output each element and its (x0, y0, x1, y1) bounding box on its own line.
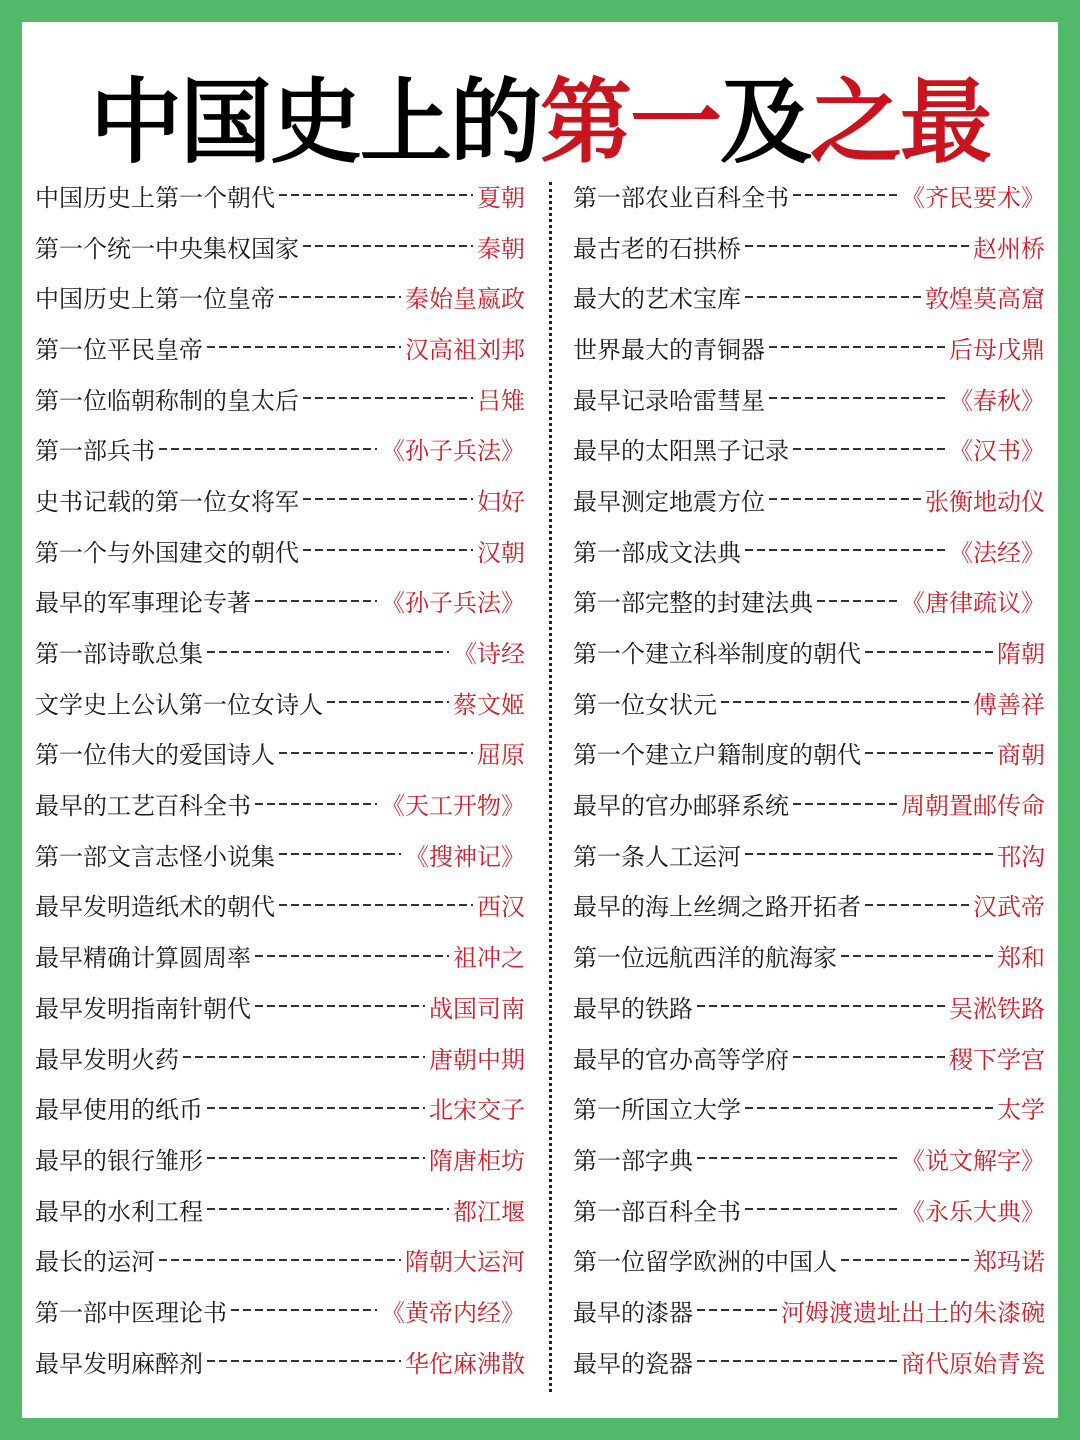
item-label: 最早的铁路 (573, 994, 693, 1023)
item-label: 最早的海上丝绸之路开拓者 (573, 893, 861, 922)
item-label: 第一位伟大的爱国诗人 (35, 741, 275, 770)
list-item (35, 778, 525, 829)
title-black-part: 中国史上的 (89, 68, 540, 176)
item-label: 第一个建立科举制度的朝代 (573, 640, 861, 669)
item-label: 第一个统一中央集权国家 (35, 234, 299, 263)
dash-leader (303, 397, 473, 399)
dash-leader (865, 904, 969, 906)
list-item (573, 728, 1045, 779)
item-value: 《说文解字》 (901, 1146, 1045, 1175)
dash-leader (279, 296, 401, 298)
item-value: 吴淞铁路 (949, 994, 1045, 1023)
dash-leader (207, 1157, 425, 1159)
item-label: 文学史上公认第一位女诗人 (35, 690, 323, 719)
list-item (573, 829, 1045, 880)
item-value: 汉朝 (477, 538, 525, 567)
item-label: 第一位女状元 (573, 690, 717, 719)
dash-leader (279, 904, 473, 906)
column-divider (549, 182, 552, 1392)
dash-leader (745, 549, 945, 551)
item-value: 太学 (997, 1096, 1045, 1125)
item-label: 第一部百科全书 (573, 1197, 741, 1226)
dash-leader (865, 651, 993, 653)
item-value: 秦始皇嬴政 (405, 285, 525, 314)
item-value: 《孙子兵法》 (381, 437, 525, 466)
list-item (35, 474, 525, 525)
list-item (573, 525, 1045, 576)
list-item (573, 1082, 1045, 1133)
list-item (573, 1184, 1045, 1235)
item-label: 第一部农业百科全书 (573, 183, 789, 212)
item-value: 北宋交子 (429, 1096, 525, 1125)
item-value: 蔡文姬 (453, 690, 525, 719)
list-item (573, 271, 1045, 322)
title-red-part-2: 之最 (810, 68, 991, 176)
item-label: 第一部文言志怪小说集 (35, 842, 275, 871)
item-label: 最早记录哈雷彗星 (573, 386, 765, 415)
list-item (573, 1285, 1045, 1336)
item-value: 夏朝 (477, 183, 525, 212)
item-value: 汉武帝 (973, 893, 1045, 922)
dash-leader (207, 346, 401, 348)
content-panel (22, 22, 1058, 1418)
item-label: 最早发明麻醉剂 (35, 1349, 203, 1378)
list-item (573, 423, 1045, 474)
item-value: 张衡地动仪 (925, 487, 1045, 516)
list-item (573, 322, 1045, 373)
item-value: 汉高祖刘邦 (405, 335, 525, 364)
item-value: 《孙子兵法》 (381, 589, 525, 618)
item-value: 《唐律疏议》 (901, 589, 1045, 618)
item-value: 《永乐大典》 (901, 1197, 1045, 1226)
item-value: 唐朝中期 (429, 1045, 525, 1074)
item-value: 《天工开物》 (381, 792, 525, 821)
title-red-part: 第一 (539, 68, 720, 176)
dash-leader (769, 498, 921, 500)
dash-leader (207, 1107, 425, 1109)
item-label: 中国历史上第一位皇帝 (35, 285, 275, 314)
list-item (573, 981, 1045, 1032)
dash-leader (745, 853, 993, 855)
dash-leader (769, 346, 945, 348)
item-value: 《齐民要术》 (901, 183, 1045, 212)
list-item (35, 981, 525, 1032)
item-label: 第一部字典 (573, 1146, 693, 1175)
dash-leader (865, 752, 993, 754)
item-value: 祖冲之 (453, 944, 525, 973)
dash-leader (183, 1056, 425, 1058)
dash-leader (207, 1360, 401, 1362)
dash-leader (231, 1309, 377, 1311)
item-value: 郑和 (997, 944, 1045, 973)
item-label: 最早的太阳黑子记录 (573, 437, 789, 466)
item-label: 最早的水利工程 (35, 1197, 203, 1226)
item-value: 后母戊鼎 (949, 335, 1045, 364)
item-value: 妇好 (477, 487, 525, 516)
dash-leader (303, 549, 473, 551)
item-value: 《黄帝内经》 (381, 1298, 525, 1327)
dash-leader (745, 245, 969, 247)
list-item (573, 930, 1045, 981)
list-item (573, 576, 1045, 627)
item-label: 最早发明指南针朝代 (35, 994, 251, 1023)
item-label: 史书记载的第一位女将军 (35, 487, 299, 516)
item-label: 第一部中医理论书 (35, 1298, 227, 1327)
item-label: 最早精确计算圆周率 (35, 944, 251, 973)
list-item (35, 271, 525, 322)
item-label: 第一个建立户籍制度的朝代 (573, 741, 861, 770)
dash-leader (697, 1005, 945, 1007)
item-label: 第一位远航西洋的航海家 (573, 944, 837, 973)
item-label: 第一部兵书 (35, 437, 155, 466)
list-item (35, 626, 525, 677)
item-label: 第一所国立大学 (573, 1096, 741, 1125)
item-value: 邗沟 (997, 842, 1045, 871)
item-label: 第一部成文法典 (573, 538, 741, 567)
item-label: 最早发明造纸术的朝代 (35, 893, 275, 922)
item-value: 《搜神记》 (405, 842, 525, 871)
item-value: 《汉书》 (949, 437, 1045, 466)
item-value: 吕雉 (477, 386, 525, 415)
item-label: 第一位留学欧洲的中国人 (573, 1248, 837, 1277)
item-label: 最早的漆器 (573, 1298, 693, 1327)
list-item (35, 1082, 525, 1133)
dash-leader (793, 194, 897, 196)
item-label: 最早的军事理论专著 (35, 589, 251, 618)
item-label: 第一位临朝称制的皇太后 (35, 386, 299, 415)
title-black-part-2: 及 (720, 68, 811, 176)
item-label: 最早发明火药 (35, 1045, 179, 1074)
dash-leader (279, 853, 401, 855)
list-item (573, 1032, 1045, 1083)
dash-leader (159, 1259, 401, 1261)
dash-leader (207, 1208, 449, 1210)
dash-leader (303, 498, 473, 500)
list-item (35, 1285, 525, 1336)
list-item (573, 778, 1045, 829)
item-label: 最早的银行雏形 (35, 1146, 203, 1175)
item-value: 都江堰 (453, 1197, 525, 1226)
list-item (573, 1234, 1045, 1285)
item-label: 最古老的石拱桥 (573, 234, 741, 263)
item-value: 稷下学宫 (949, 1045, 1045, 1074)
list-item (35, 728, 525, 779)
dash-leader (793, 1056, 945, 1058)
list-item (35, 423, 525, 474)
item-value: 商代原始青瓷 (901, 1349, 1045, 1378)
list-item (35, 576, 525, 627)
dash-leader (817, 600, 897, 602)
list-item (35, 525, 525, 576)
list-item (573, 474, 1045, 525)
item-label: 最早的官办邮驿系统 (573, 792, 789, 821)
list-item (35, 880, 525, 931)
list-item (573, 880, 1045, 931)
list-item (573, 1133, 1045, 1184)
dash-leader (327, 701, 449, 703)
item-value: 赵州桥 (973, 234, 1045, 263)
dash-leader (721, 701, 969, 703)
item-label: 世界最大的青铜器 (573, 335, 765, 364)
item-value: 秦朝 (477, 234, 525, 263)
list-item (573, 373, 1045, 424)
item-label: 最早的官办高等学府 (573, 1045, 789, 1074)
list-item (35, 1184, 525, 1235)
item-value: 隋朝大运河 (405, 1248, 525, 1277)
item-value: 《春秋》 (949, 386, 1045, 415)
item-label: 最长的运河 (35, 1248, 155, 1277)
list-item (35, 677, 525, 728)
list-item (573, 170, 1045, 221)
dash-leader (745, 1107, 993, 1109)
item-value: 屈原 (477, 741, 525, 770)
dash-leader (207, 651, 449, 653)
item-label: 第一个与外国建交的朝代 (35, 538, 299, 567)
dash-leader (255, 600, 377, 602)
list-item (573, 221, 1045, 272)
dash-leader (279, 752, 473, 754)
item-value: 战国司南 (429, 994, 525, 1023)
item-value: 敦煌莫高窟 (925, 285, 1045, 314)
dash-leader (255, 955, 449, 957)
list-item (35, 1133, 525, 1184)
item-value: 隋朝 (997, 640, 1045, 669)
item-value: 《诗经 (453, 640, 525, 669)
dash-leader (255, 1005, 425, 1007)
item-label: 第一位平民皇帝 (35, 335, 203, 364)
item-value: 郑玛诺 (973, 1248, 1045, 1277)
item-label: 第一部完整的封建法典 (573, 589, 813, 618)
item-label: 最早使用的纸币 (35, 1096, 203, 1125)
item-label: 中国历史上第一个朝代 (35, 183, 275, 212)
dash-leader (745, 1208, 897, 1210)
item-label: 最大的艺术宝库 (573, 285, 741, 314)
dash-leader (841, 1259, 969, 1261)
item-label: 最早测定地震方位 (573, 487, 765, 516)
dash-leader (793, 448, 945, 450)
dash-leader (793, 803, 897, 805)
item-value: 周朝置邮传命 (901, 792, 1045, 821)
list-item (35, 170, 525, 221)
item-value: 西汉 (477, 893, 525, 922)
item-label: 最早的工艺百科全书 (35, 792, 251, 821)
dash-leader (255, 803, 377, 805)
item-label: 第一条人工运河 (573, 842, 741, 871)
list-item (35, 1032, 525, 1083)
list-item (573, 1336, 1045, 1387)
dash-leader (303, 245, 473, 247)
item-value: 《法经》 (949, 538, 1045, 567)
dash-leader (697, 1157, 897, 1159)
list-item (35, 1234, 525, 1285)
list-item (35, 322, 525, 373)
dash-leader (279, 194, 473, 196)
left-column (35, 170, 525, 1387)
list-item (573, 626, 1045, 677)
item-value: 隋唐柜坊 (429, 1146, 525, 1175)
item-value: 河姆渡遗址出土的朱漆碗 (781, 1298, 1045, 1327)
list-item (35, 1336, 525, 1387)
dash-leader (769, 397, 945, 399)
dash-leader (745, 296, 921, 298)
dash-leader (159, 448, 377, 450)
item-label: 第一部诗歌总集 (35, 640, 203, 669)
dash-leader (697, 1360, 897, 1362)
item-value: 商朝 (997, 741, 1045, 770)
right-column (573, 170, 1045, 1387)
list-item (35, 829, 525, 880)
page-title (22, 67, 1058, 177)
dash-leader (697, 1309, 777, 1311)
list-item (35, 373, 525, 424)
item-value: 傅善祥 (973, 690, 1045, 719)
item-value: 华佗麻沸散 (405, 1349, 525, 1378)
item-label: 最早的瓷器 (573, 1349, 693, 1378)
list-item (35, 930, 525, 981)
list-item (35, 221, 525, 272)
list-item (573, 677, 1045, 728)
dash-leader (841, 955, 993, 957)
